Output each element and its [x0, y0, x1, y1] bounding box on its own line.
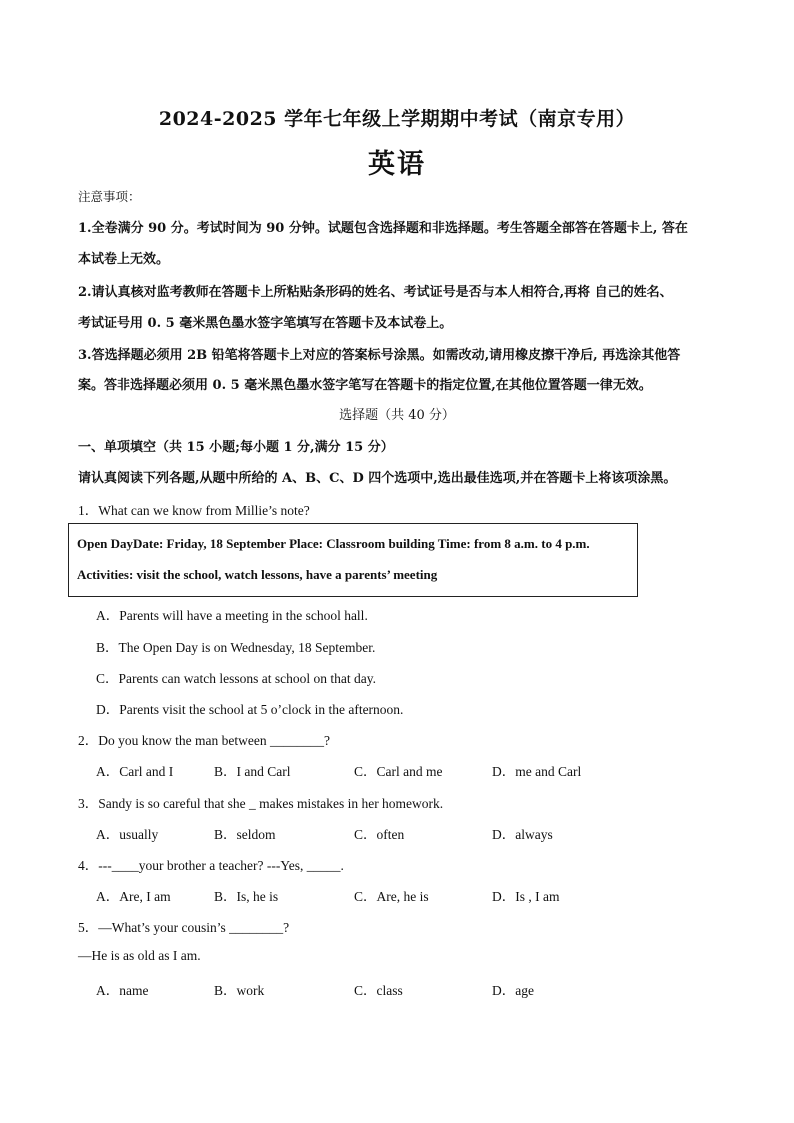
option-d[interactable]: D．always [492, 827, 553, 842]
option-b[interactable]: B．I and Carl [214, 764, 291, 779]
option-a[interactable]: A．name [96, 983, 149, 998]
option-c[interactable]: C．Carl and me [354, 764, 443, 779]
option-a[interactable]: A．Parents will have a meeting in the school hall. [96, 608, 368, 623]
question-5-answer-line: —He is as old as I am. [78, 948, 201, 963]
option-c[interactable]: C．Are, he is [354, 889, 429, 904]
part-heading: 一、单项填空（共 15 小题;每小题 1 分,满分 15 分） [78, 440, 394, 455]
question-5-stem: 5．—What’s your cousin’s ________? [78, 920, 290, 935]
option-c[interactable]: C．often [354, 827, 405, 842]
notice-line: 1.全卷满分 90 分。考试时间为 90 分钟。试题包含选择题和非选择题。考生答题全部答在答题卡上, 答在 [78, 221, 688, 236]
notice-line: 案。答非选择题必须用 0. 5 毫米黑色墨水签字笔写在答题卡的指定位置,在其他位置答题一律无效。 [78, 378, 652, 393]
option-a[interactable]: A．usually [96, 827, 159, 842]
option-c[interactable]: C．class [354, 983, 403, 998]
notice-heading: 注意事项： [78, 189, 141, 204]
question-3-stem: 3．Sandy is so careful that she _ makes mistakes in her homework. [78, 796, 444, 811]
option-d[interactable]: D．Parents visit the school at 5 o’clock in the afternoon. [96, 702, 404, 717]
option-b[interactable]: B．The Open Day is on Wednesday, 18 September. [96, 640, 376, 655]
note-line-2: Activities: visit the school, watch lessons, have a parents’ meeting [77, 567, 438, 582]
question-1-stem: 1．What can we know from Millie’s note? [78, 503, 310, 518]
option-d[interactable]: D．Is , I am [492, 889, 560, 904]
note-line-1: Open DayDate: Friday, 18 September Place: Classroom building Time: from 8 a.m. to 4 p.m. [77, 536, 590, 551]
section-title: 选择题（共 40 分） [339, 408, 455, 423]
option-c[interactable]: C．Parents can watch lessons at school on that day. [96, 671, 376, 686]
option-b[interactable]: B．work [214, 983, 265, 998]
notice-line: 考试证号用 0. 5 毫米黑色墨水签字笔填写在答题卡及本试卷上。 [78, 316, 453, 331]
option-a[interactable]: A．Are, I am [96, 889, 171, 904]
option-b[interactable]: B．seldom [214, 827, 276, 842]
note-box [68, 523, 638, 597]
option-a[interactable]: A．Carl and I [96, 764, 174, 779]
part-instruction: 请认真阅读下列各题,从题中所给的 A、B、C、D 四个选项中,选出最佳选项,并在答题卡上将该项涂黑。 [78, 471, 677, 486]
option-b[interactable]: B．Is, he is [214, 889, 279, 904]
question-2-stem: 2．Do you know the man between ________? [78, 733, 330, 748]
subject-title: 英语 [368, 149, 426, 180]
question-4-stem: 4．---____your brother a teacher? ---Yes, _____. [78, 858, 344, 873]
notice-line: 3.答选择题必须用 2B 铅笔将答题卡上对应的答案标号涂黑。如需改动,请用橡皮擦干净后, 再选涂其他答 [78, 348, 681, 363]
exam-title: 2024-2025 学年七年级上学期期中考试（南京专用） [158, 108, 636, 130]
option-d[interactable]: D．me and Carl [492, 764, 582, 779]
notice-line: 本试卷上无效。 [78, 252, 170, 267]
notice-line: 2.请认真核对监考教师在答题卡上所粘贴条形码的姓名、考试证号是否与本人相符合,再将 自己的姓名、 [78, 285, 673, 300]
option-d[interactable]: D．age [492, 983, 534, 998]
